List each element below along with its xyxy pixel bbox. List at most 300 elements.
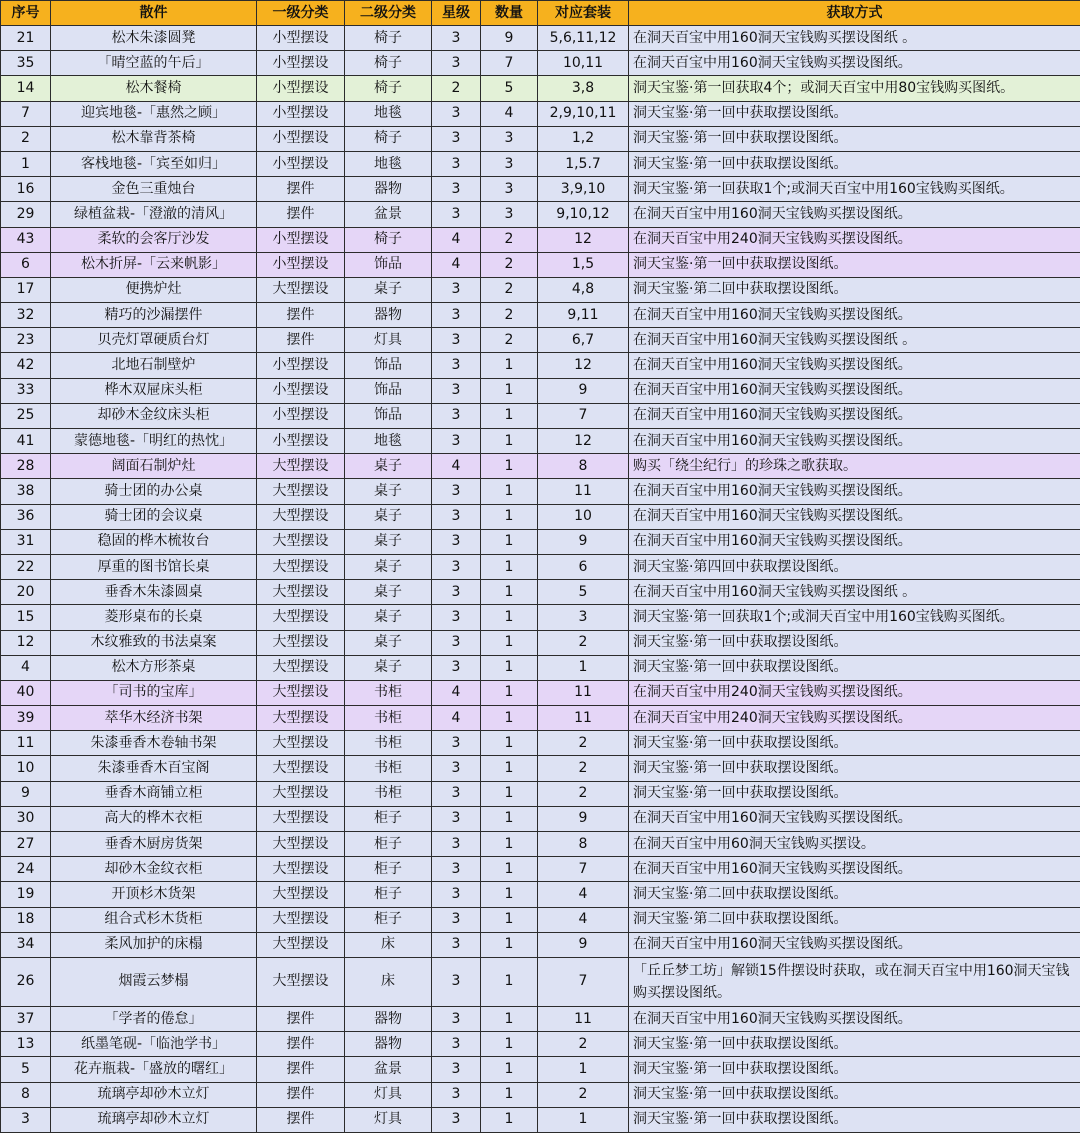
table-row bbox=[1, 857, 1080, 882]
cell-sets: 2 bbox=[538, 1082, 629, 1107]
cell-method: 在洞天百宝中用160洞天宝钱购买摆设图纸 。 bbox=[629, 328, 1080, 353]
cell-id: 42 bbox=[1, 353, 51, 378]
cell-method: 洞天宝鉴·第一回中获取摆设图纸。 bbox=[629, 1032, 1080, 1057]
cell-id: 19 bbox=[1, 882, 51, 907]
header-method: 获取方式 bbox=[629, 1, 1080, 26]
cell-method: 在洞天百宝中用240洞天宝钱购买摆设图纸。 bbox=[629, 680, 1080, 705]
cell-category1: 大型摆设 bbox=[257, 857, 345, 882]
cell-method: 在洞天百宝中用160洞天宝钱购买摆设图纸。 bbox=[629, 429, 1080, 454]
cell-quantity: 1 bbox=[481, 857, 538, 882]
cell-star: 3 bbox=[432, 580, 481, 605]
table-row bbox=[1, 781, 1080, 806]
cell-id: 26 bbox=[1, 957, 51, 1006]
cell-star: 3 bbox=[432, 957, 481, 1006]
cell-quantity: 1 bbox=[481, 504, 538, 529]
cell-id: 5 bbox=[1, 1057, 51, 1082]
cell-category2: 器物 bbox=[345, 303, 432, 328]
cell-sets: 4 bbox=[538, 882, 629, 907]
header-sets: 对应套装 bbox=[538, 1, 629, 26]
cell-name: 客栈地毯-「宾至如归」 bbox=[51, 151, 257, 176]
cell-star: 3 bbox=[432, 1107, 481, 1132]
cell-method: 在洞天百宝中用240洞天宝钱购买摆设图纸。 bbox=[629, 706, 1080, 731]
cell-category1: 小型摆设 bbox=[257, 353, 345, 378]
cell-sets: 6,7 bbox=[538, 328, 629, 353]
table-row bbox=[1, 1006, 1080, 1031]
cell-sets: 9 bbox=[538, 932, 629, 957]
cell-id: 21 bbox=[1, 26, 51, 51]
cell-category2: 盆景 bbox=[345, 1057, 432, 1082]
cell-method: 洞天宝鉴·第一回中获取摆设图纸。 bbox=[629, 126, 1080, 151]
cell-star: 3 bbox=[432, 126, 481, 151]
cell-quantity: 1 bbox=[481, 806, 538, 831]
table-row bbox=[1, 26, 1080, 51]
cell-category1: 大型摆设 bbox=[257, 479, 345, 504]
cell-star: 3 bbox=[432, 630, 481, 655]
cell-method: 「丘丘梦工坊」解锁15件摆设时获取，或在洞天百宝中用160洞天宝钱购买摆设图纸。 bbox=[629, 957, 1080, 1006]
cell-sets: 1 bbox=[538, 1057, 629, 1082]
cell-sets: 4 bbox=[538, 907, 629, 932]
cell-sets: 5 bbox=[538, 580, 629, 605]
cell-quantity: 1 bbox=[481, 479, 538, 504]
cell-category1: 小型摆设 bbox=[257, 101, 345, 126]
cell-star: 3 bbox=[432, 731, 481, 756]
cell-id: 24 bbox=[1, 857, 51, 882]
cell-sets: 7 bbox=[538, 957, 629, 1006]
cell-category1: 小型摆设 bbox=[257, 403, 345, 428]
header-category2: 二级分类 bbox=[345, 1, 432, 26]
cell-category1: 大型摆设 bbox=[257, 882, 345, 907]
cell-method: 洞天宝鉴·第一回中获取摆设图纸。 bbox=[629, 1107, 1080, 1132]
cell-name: 松木餐椅 bbox=[51, 76, 257, 101]
cell-quantity: 1 bbox=[481, 832, 538, 857]
cell-star: 3 bbox=[432, 151, 481, 176]
cell-method: 在洞天百宝中用160洞天宝钱购买摆设图纸。 bbox=[629, 857, 1080, 882]
cell-category2: 器物 bbox=[345, 1032, 432, 1057]
table-row bbox=[1, 806, 1080, 831]
header-category1: 一级分类 bbox=[257, 1, 345, 26]
cell-category2: 灯具 bbox=[345, 328, 432, 353]
cell-name: 「司书的宝库」 bbox=[51, 680, 257, 705]
cell-name: 朱漆垂香木卷轴书架 bbox=[51, 731, 257, 756]
cell-id: 18 bbox=[1, 907, 51, 932]
cell-category1: 摆件 bbox=[257, 1032, 345, 1057]
cell-method: 洞天宝鉴·第二回中获取摆设图纸。 bbox=[629, 277, 1080, 302]
cell-sets: 2 bbox=[538, 731, 629, 756]
cell-category1: 小型摆设 bbox=[257, 51, 345, 76]
cell-star: 3 bbox=[432, 1057, 481, 1082]
cell-quantity: 1 bbox=[481, 932, 538, 957]
cell-category2: 灯具 bbox=[345, 1107, 432, 1132]
cell-id: 31 bbox=[1, 529, 51, 554]
cell-sets: 2 bbox=[538, 756, 629, 781]
cell-name: 高大的桦木衣柜 bbox=[51, 806, 257, 831]
cell-quantity: 1 bbox=[481, 731, 538, 756]
cell-category2: 书柜 bbox=[345, 731, 432, 756]
cell-quantity: 1 bbox=[481, 554, 538, 579]
cell-name: 迎宾地毯-「惠然之顾」 bbox=[51, 101, 257, 126]
cell-name: 骑士团的办公桌 bbox=[51, 479, 257, 504]
cell-quantity: 1 bbox=[481, 429, 538, 454]
cell-category1: 大型摆设 bbox=[257, 580, 345, 605]
cell-category2: 桌子 bbox=[345, 554, 432, 579]
cell-id: 13 bbox=[1, 1032, 51, 1057]
cell-star: 3 bbox=[432, 403, 481, 428]
cell-name: 精巧的沙漏摆件 bbox=[51, 303, 257, 328]
cell-name: 「学者的倦怠」 bbox=[51, 1006, 257, 1031]
cell-category1: 大型摆设 bbox=[257, 756, 345, 781]
cell-method: 在洞天百宝中用160洞天宝钱购买摆设图纸。 bbox=[629, 932, 1080, 957]
cell-sets: 9 bbox=[538, 806, 629, 831]
cell-category1: 摆件 bbox=[257, 1057, 345, 1082]
cell-name: 便携炉灶 bbox=[51, 277, 257, 302]
cell-quantity: 1 bbox=[481, 781, 538, 806]
cell-name: 琉璃亭却砂木立灯 bbox=[51, 1107, 257, 1132]
cell-id: 3 bbox=[1, 1107, 51, 1132]
cell-sets: 2 bbox=[538, 630, 629, 655]
cell-star: 3 bbox=[432, 1006, 481, 1031]
cell-category2: 柜子 bbox=[345, 806, 432, 831]
cell-quantity: 1 bbox=[481, 1082, 538, 1107]
table-row bbox=[1, 605, 1080, 630]
cell-sets: 1,5.7 bbox=[538, 151, 629, 176]
cell-method: 洞天宝鉴·第一回获取1个;或洞天百宝中用160宝钱购买图纸。 bbox=[629, 177, 1080, 202]
cell-method: 洞天宝鉴·第一回中获取摆设图纸。 bbox=[629, 252, 1080, 277]
cell-id: 4 bbox=[1, 655, 51, 680]
cell-category1: 小型摆设 bbox=[257, 252, 345, 277]
cell-id: 43 bbox=[1, 227, 51, 252]
table-row bbox=[1, 277, 1080, 302]
cell-id: 25 bbox=[1, 403, 51, 428]
cell-star: 3 bbox=[432, 781, 481, 806]
table-row bbox=[1, 51, 1080, 76]
cell-category2: 地毯 bbox=[345, 151, 432, 176]
table-row bbox=[1, 353, 1080, 378]
cell-id: 37 bbox=[1, 1006, 51, 1031]
cell-category1: 大型摆设 bbox=[257, 907, 345, 932]
cell-star: 3 bbox=[432, 857, 481, 882]
table-row bbox=[1, 529, 1080, 554]
table-row bbox=[1, 76, 1080, 101]
cell-id: 8 bbox=[1, 1082, 51, 1107]
table-row bbox=[1, 101, 1080, 126]
cell-id: 16 bbox=[1, 177, 51, 202]
cell-quantity: 1 bbox=[481, 529, 538, 554]
table-row bbox=[1, 832, 1080, 857]
cell-id: 17 bbox=[1, 277, 51, 302]
cell-sets: 11 bbox=[538, 680, 629, 705]
cell-quantity: 1 bbox=[481, 378, 538, 403]
cell-star: 3 bbox=[432, 328, 481, 353]
cell-name: 木纹雅致的书法桌案 bbox=[51, 630, 257, 655]
cell-method: 在洞天百宝中用160洞天宝钱购买摆设图纸 。 bbox=[629, 580, 1080, 605]
cell-name: 桦木双屉床头柜 bbox=[51, 378, 257, 403]
cell-quantity: 7 bbox=[481, 51, 538, 76]
cell-method: 在洞天百宝中用160洞天宝钱购买摆设图纸。 bbox=[629, 353, 1080, 378]
cell-sets: 12 bbox=[538, 429, 629, 454]
cell-quantity: 4 bbox=[481, 101, 538, 126]
cell-category2: 书柜 bbox=[345, 706, 432, 731]
cell-star: 3 bbox=[432, 529, 481, 554]
cell-name: 开顶杉木货架 bbox=[51, 882, 257, 907]
table-row bbox=[1, 630, 1080, 655]
cell-category1: 大型摆设 bbox=[257, 832, 345, 857]
cell-id: 32 bbox=[1, 303, 51, 328]
cell-star: 3 bbox=[432, 655, 481, 680]
cell-category2: 灯具 bbox=[345, 1082, 432, 1107]
cell-quantity: 3 bbox=[481, 177, 538, 202]
header-name: 散件 bbox=[51, 1, 257, 26]
cell-name: 贝壳灯罩硬质台灯 bbox=[51, 328, 257, 353]
cell-sets: 2 bbox=[538, 1032, 629, 1057]
cell-sets: 6 bbox=[538, 554, 629, 579]
cell-category1: 摆件 bbox=[257, 1082, 345, 1107]
cell-sets: 8 bbox=[538, 454, 629, 479]
cell-sets: 1 bbox=[538, 655, 629, 680]
cell-name: 萃华木经济书架 bbox=[51, 706, 257, 731]
cell-quantity: 1 bbox=[481, 1057, 538, 1082]
cell-star: 3 bbox=[432, 202, 481, 227]
cell-method: 洞天宝鉴·第一回中获取摆设图纸。 bbox=[629, 101, 1080, 126]
cell-category2: 饰品 bbox=[345, 252, 432, 277]
cell-method: 在洞天百宝中用160洞天宝钱购买摆设图纸。 bbox=[629, 51, 1080, 76]
cell-category2: 桌子 bbox=[345, 479, 432, 504]
cell-method: 在洞天百宝中用160洞天宝钱购买摆设图纸。 bbox=[629, 378, 1080, 403]
cell-category2: 柜子 bbox=[345, 907, 432, 932]
table-row bbox=[1, 227, 1080, 252]
cell-method: 在洞天百宝中用160洞天宝钱购买摆设图纸。 bbox=[629, 504, 1080, 529]
cell-id: 34 bbox=[1, 932, 51, 957]
table-row bbox=[1, 504, 1080, 529]
cell-quantity: 1 bbox=[481, 403, 538, 428]
cell-sets: 2,9,10,11 bbox=[538, 101, 629, 126]
cell-name: 松木方形茶桌 bbox=[51, 655, 257, 680]
cell-id: 1 bbox=[1, 151, 51, 176]
cell-star: 2 bbox=[432, 76, 481, 101]
cell-method: 洞天宝鉴·第四回中获取摆设图纸。 bbox=[629, 554, 1080, 579]
cell-category1: 小型摆设 bbox=[257, 227, 345, 252]
cell-name: 绿植盆栽-「澄澈的清风」 bbox=[51, 202, 257, 227]
cell-method: 洞天宝鉴·第二回中获取摆设图纸。 bbox=[629, 882, 1080, 907]
cell-sets: 11 bbox=[538, 479, 629, 504]
cell-sets: 7 bbox=[538, 403, 629, 428]
cell-id: 2 bbox=[1, 126, 51, 151]
cell-quantity: 1 bbox=[481, 706, 538, 731]
cell-category2: 桌子 bbox=[345, 504, 432, 529]
cell-star: 3 bbox=[432, 907, 481, 932]
cell-id: 39 bbox=[1, 706, 51, 731]
cell-quantity: 1 bbox=[481, 580, 538, 605]
table-row bbox=[1, 177, 1080, 202]
cell-category2: 饰品 bbox=[345, 353, 432, 378]
cell-name: 烟霞云梦榻 bbox=[51, 957, 257, 1006]
cell-quantity: 1 bbox=[481, 454, 538, 479]
cell-category1: 大型摆设 bbox=[257, 655, 345, 680]
cell-star: 3 bbox=[432, 605, 481, 630]
cell-method: 洞天宝鉴·第一回中获取摆设图纸。 bbox=[629, 731, 1080, 756]
cell-name: 骑士团的会议桌 bbox=[51, 504, 257, 529]
cell-quantity: 2 bbox=[481, 328, 538, 353]
cell-star: 3 bbox=[432, 177, 481, 202]
cell-name: 松木朱漆圆凳 bbox=[51, 26, 257, 51]
cell-category1: 大型摆设 bbox=[257, 630, 345, 655]
cell-method: 在洞天百宝中用160洞天宝钱购买摆设图纸 。 bbox=[629, 26, 1080, 51]
cell-method: 洞天宝鉴·第一回获取4个；或洞天百宝中用80宝钱购买图纸。 bbox=[629, 76, 1080, 101]
cell-id: 36 bbox=[1, 504, 51, 529]
cell-sets: 4,8 bbox=[538, 277, 629, 302]
table-row bbox=[1, 378, 1080, 403]
cell-quantity: 2 bbox=[481, 227, 538, 252]
table-row bbox=[1, 731, 1080, 756]
table-row bbox=[1, 907, 1080, 932]
cell-name: 「晴空蓝的午后」 bbox=[51, 51, 257, 76]
cell-id: 11 bbox=[1, 731, 51, 756]
cell-category1: 大型摆设 bbox=[257, 680, 345, 705]
cell-name: 厚重的图书馆长桌 bbox=[51, 554, 257, 579]
cell-category1: 大型摆设 bbox=[257, 731, 345, 756]
cell-category2: 床 bbox=[345, 932, 432, 957]
cell-id: 10 bbox=[1, 756, 51, 781]
header-id: 序号 bbox=[1, 1, 51, 26]
cell-name: 柔风加护的床榻 bbox=[51, 932, 257, 957]
cell-quantity: 2 bbox=[481, 277, 538, 302]
cell-method: 购买「绕尘纪行」的珍珠之歌获取。 bbox=[629, 454, 1080, 479]
cell-sets: 11 bbox=[538, 1006, 629, 1031]
cell-category1: 小型摆设 bbox=[257, 76, 345, 101]
cell-method: 在洞天百宝中用160洞天宝钱购买摆设图纸。 bbox=[629, 202, 1080, 227]
table-row bbox=[1, 1107, 1080, 1132]
cell-quantity: 1 bbox=[481, 1032, 538, 1057]
cell-quantity: 5 bbox=[481, 76, 538, 101]
cell-category2: 桌子 bbox=[345, 529, 432, 554]
cell-quantity: 1 bbox=[481, 907, 538, 932]
cell-quantity: 3 bbox=[481, 202, 538, 227]
cell-category2: 椅子 bbox=[345, 51, 432, 76]
cell-star: 4 bbox=[432, 252, 481, 277]
cell-star: 3 bbox=[432, 429, 481, 454]
cell-star: 3 bbox=[432, 353, 481, 378]
table-row bbox=[1, 680, 1080, 705]
cell-category2: 椅子 bbox=[345, 76, 432, 101]
cell-id: 7 bbox=[1, 101, 51, 126]
cell-category2: 地毯 bbox=[345, 429, 432, 454]
cell-name: 垂香木商铺立柜 bbox=[51, 781, 257, 806]
cell-id: 9 bbox=[1, 781, 51, 806]
cell-sets: 3,9,10 bbox=[538, 177, 629, 202]
cell-sets: 12 bbox=[538, 353, 629, 378]
cell-star: 4 bbox=[432, 680, 481, 705]
cell-quantity: 1 bbox=[481, 680, 538, 705]
cell-name: 琉璃亭却砂木立灯 bbox=[51, 1082, 257, 1107]
cell-category2: 桌子 bbox=[345, 630, 432, 655]
cell-star: 4 bbox=[432, 227, 481, 252]
cell-name: 松木靠背茶椅 bbox=[51, 126, 257, 151]
cell-id: 38 bbox=[1, 479, 51, 504]
cell-star: 3 bbox=[432, 101, 481, 126]
cell-star: 3 bbox=[432, 479, 481, 504]
cell-category1: 摆件 bbox=[257, 1006, 345, 1031]
table-row bbox=[1, 756, 1080, 781]
cell-quantity: 1 bbox=[481, 882, 538, 907]
cell-category2: 桌子 bbox=[345, 655, 432, 680]
cell-category2: 椅子 bbox=[345, 227, 432, 252]
cell-star: 3 bbox=[432, 378, 481, 403]
cell-star: 4 bbox=[432, 706, 481, 731]
cell-quantity: 1 bbox=[481, 655, 538, 680]
cell-category2: 饰品 bbox=[345, 403, 432, 428]
cell-star: 3 bbox=[432, 504, 481, 529]
cell-sets: 7 bbox=[538, 857, 629, 882]
cell-name: 松木折屏-「云来帆影」 bbox=[51, 252, 257, 277]
table-row bbox=[1, 479, 1080, 504]
cell-category1: 小型摆设 bbox=[257, 151, 345, 176]
cell-id: 23 bbox=[1, 328, 51, 353]
cell-category1: 大型摆设 bbox=[257, 504, 345, 529]
cell-method: 在洞天百宝中用160洞天宝钱购买摆设图纸。 bbox=[629, 403, 1080, 428]
cell-id: 20 bbox=[1, 580, 51, 605]
cell-category1: 大型摆设 bbox=[257, 706, 345, 731]
table-row bbox=[1, 882, 1080, 907]
cell-star: 3 bbox=[432, 51, 481, 76]
table-row bbox=[1, 454, 1080, 479]
cell-category2: 书柜 bbox=[345, 781, 432, 806]
cell-star: 3 bbox=[432, 756, 481, 781]
cell-id: 14 bbox=[1, 76, 51, 101]
cell-method: 在洞天百宝中用160洞天宝钱购买摆设图纸。 bbox=[629, 303, 1080, 328]
cell-sets: 9,11 bbox=[538, 303, 629, 328]
table-row bbox=[1, 1032, 1080, 1057]
cell-category1: 摆件 bbox=[257, 1107, 345, 1132]
header-star: 星级 bbox=[432, 1, 481, 26]
table-row bbox=[1, 932, 1080, 957]
cell-name: 纸墨笔砚-「临池学书」 bbox=[51, 1032, 257, 1057]
cell-method: 在洞天百宝中用160洞天宝钱购买摆设图纸。 bbox=[629, 529, 1080, 554]
cell-id: 12 bbox=[1, 630, 51, 655]
cell-sets: 10 bbox=[538, 504, 629, 529]
cell-category2: 书柜 bbox=[345, 680, 432, 705]
cell-category2: 桌子 bbox=[345, 277, 432, 302]
cell-method: 在洞天百宝中用160洞天宝钱购买摆设图纸。 bbox=[629, 1006, 1080, 1031]
cell-quantity: 2 bbox=[481, 252, 538, 277]
cell-category1: 摆件 bbox=[257, 202, 345, 227]
cell-sets: 8 bbox=[538, 832, 629, 857]
cell-star: 3 bbox=[432, 932, 481, 957]
cell-id: 35 bbox=[1, 51, 51, 76]
header-quantity: 数量 bbox=[481, 1, 538, 26]
cell-quantity: 1 bbox=[481, 957, 538, 1006]
table-row bbox=[1, 957, 1080, 1006]
cell-name: 蒙德地毯-「明红的热忱」 bbox=[51, 429, 257, 454]
cell-method: 洞天宝鉴·第一回中获取摆设图纸。 bbox=[629, 756, 1080, 781]
cell-id: 41 bbox=[1, 429, 51, 454]
table-row bbox=[1, 1057, 1080, 1082]
cell-name: 垂香木朱漆圆桌 bbox=[51, 580, 257, 605]
cell-category1: 大型摆设 bbox=[257, 454, 345, 479]
table-row bbox=[1, 151, 1080, 176]
cell-method: 洞天宝鉴·第一回中获取摆设图纸。 bbox=[629, 655, 1080, 680]
cell-category1: 摆件 bbox=[257, 303, 345, 328]
cell-category1: 大型摆设 bbox=[257, 277, 345, 302]
table-row bbox=[1, 429, 1080, 454]
cell-category1: 大型摆设 bbox=[257, 781, 345, 806]
cell-category1: 小型摆设 bbox=[257, 378, 345, 403]
cell-name: 却砂木金纹衣柜 bbox=[51, 857, 257, 882]
cell-method: 洞天宝鉴·第一回获取1个;或洞天百宝中用160宝钱购买图纸。 bbox=[629, 605, 1080, 630]
cell-sets: 9 bbox=[538, 378, 629, 403]
cell-category2: 柜子 bbox=[345, 882, 432, 907]
cell-star: 3 bbox=[432, 1082, 481, 1107]
cell-method: 在洞天百宝中用60洞天宝钱购买摆设。 bbox=[629, 832, 1080, 857]
cell-star: 3 bbox=[432, 882, 481, 907]
